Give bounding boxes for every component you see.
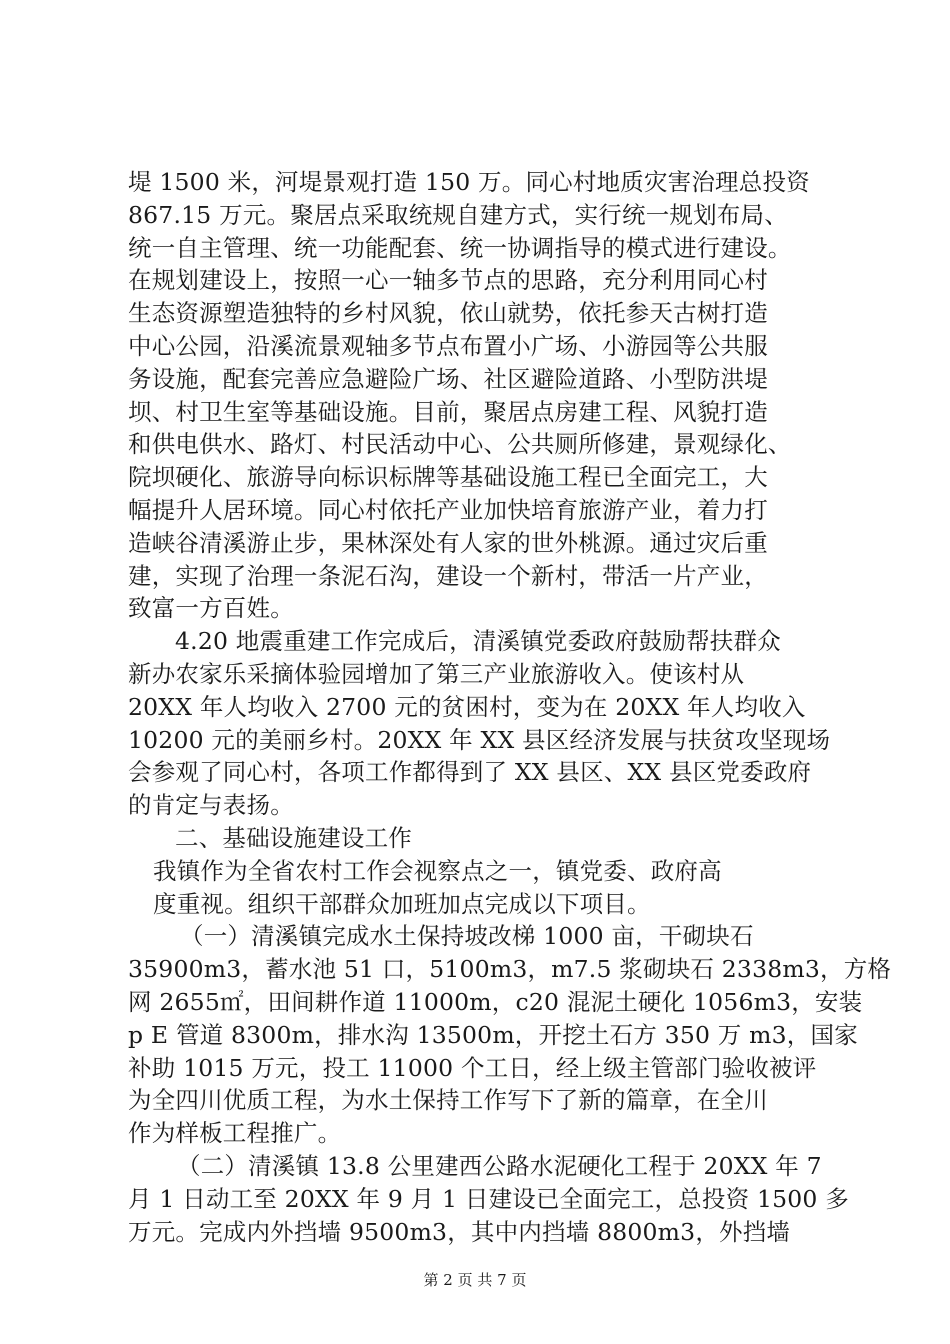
text-line: 生态资源塑造独特的乡村风貌，依山就势，依托参天古树打造 xyxy=(128,299,768,328)
text-line: 在规划建设上，按照一心一轴多节点的思路，充分利用同心村 xyxy=(128,266,768,295)
text-line: 月 1 日动工至 20XX 年 9 月 1 日建设已全面完工，总投资 1500 多 xyxy=(128,1184,849,1213)
text-line: 致富一方百姓。 xyxy=(128,594,294,623)
text-line: 35900m3，蓄水池 51 口，5100m3，m7.5 浆砌块石 2338m3，方格 xyxy=(128,955,892,984)
text-line: 补助 1015 万元，投工 11000 个工日，经上级主管部门验收被评 xyxy=(128,1053,817,1082)
text-line: 堤 1500 米，河堤景观打造 150 万。同心村地质灾害治理总投资 xyxy=(128,168,810,196)
text-line: 网 2655㎡，田间耕作道 11000m，c20 混泥土硬化 1056m3，安装 xyxy=(128,987,863,1016)
text-line: 统一自主管理、统一功能配套、统一协调指导的模式进行建设。 xyxy=(128,233,792,262)
text-line: 和供电供水、路灯、村民活动中心、公共厕所修建，景观绿化、 xyxy=(128,430,792,459)
text-line: 为全四川优质工程，为水土保持工作写下了新的篇章，在全川 xyxy=(128,1086,768,1115)
text-line: 务设施，配套完善应急避险广场、社区避险道路、小型防洪堤 xyxy=(128,364,768,393)
text-line: 院坝硬化、旅游导向标识标牌等基础设施工程已全面完工，大 xyxy=(128,463,768,492)
text-line: 中心公园，沿溪流景观轴多节点布置小广场、小游园等公共服 xyxy=(128,331,768,360)
paragraph-start-line: 4.20 地震重建工作完成后，清溪镇党委政府鼓励帮扶群众 xyxy=(175,627,781,656)
text-line: 度重视。组织干部群众加班加点完成以下项目。 xyxy=(153,889,651,918)
text-line: 幅提升人居环境。同心村依托产业加快培育旅游产业，着力打 xyxy=(128,495,768,524)
text-line: 会参观了同心村，各项工作都得到了 XX 县区、XX 县区党委政府 xyxy=(128,758,812,787)
document-body xyxy=(128,166,892,1248)
text-line: 新办农家乐采摘体验园增加了第三产业旅游收入。使该村从 xyxy=(128,659,745,688)
text-line: 建，实现了治理一条泥石沟，建设一个新村，带活一片产业， xyxy=(128,561,768,590)
text-line: 867.15 万元。聚居点采取统规自建方式，实行统一规划布局、 xyxy=(128,200,788,229)
paragraph-start-line: （二）清溪镇 13.8 公里建西公路水泥硬化工程于 20XX 年 7 xyxy=(177,1151,822,1180)
text-line: 10200 元的美丽乡村。20XX 年 XX 县区经济发展与扶贫攻坚现场 xyxy=(128,725,831,754)
text-line: 20XX 年人均收入 2700 元的贫困村，变为在 20XX 年人均收入 xyxy=(128,692,806,721)
text-line: 造峡谷清溪游止步，果林深处有人家的世外桃源。通过灾后重 xyxy=(128,528,768,557)
page-footer xyxy=(0,1270,950,1290)
text-line: p E 管道 8300m，排水沟 13500m，开挖土石方 350 万 m3，国家 xyxy=(128,1020,858,1049)
page-indicator: 第 2 页 共 7 页 xyxy=(423,1271,527,1289)
text-line: 作为样板工程推广。 xyxy=(128,1119,342,1148)
paragraph-start-line: （一）清溪镇完成水土保持坡改梯 1000 亩，干砌块石 xyxy=(180,922,754,951)
section-heading: 二、基础设施建设工作 xyxy=(175,823,412,852)
text-line: 坝、村卫生室等基础设施。目前，聚居点房建工程、风貌打造 xyxy=(128,397,768,426)
text-line: 的肯定与表扬。 xyxy=(128,791,294,820)
paragraph-start-line: 我镇作为全省农村工作会视察点之一，镇党委、政府高 xyxy=(153,856,722,885)
text-line: 万元。完成内外挡墙 9500m3，其中内挡墙 8800m3，外挡墙 xyxy=(128,1217,791,1246)
